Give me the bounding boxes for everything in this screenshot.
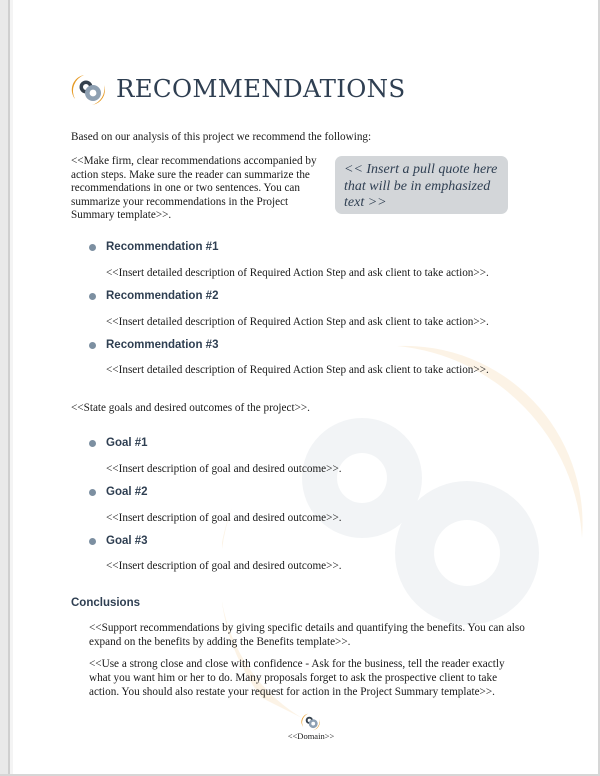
goal-description: <<Insert description of goal and desired outcome>>.	[106, 512, 342, 524]
bullet-icon	[89, 440, 96, 447]
recommendation-description: <<Insert detailed description of Required Action Step and ask client to take action>>.	[106, 316, 489, 328]
bullet-icon	[89, 244, 96, 251]
goal-description: <<Insert description of goal and desired outcome>>.	[106, 560, 342, 572]
header-logo-icon	[71, 72, 107, 108]
footer-domain: <<Domain>>	[287, 731, 335, 741]
recommendation-heading: Recommendation #3	[106, 339, 219, 351]
page-title: RECOMMENDATIONS	[116, 74, 406, 103]
lead-paragraph: <<Make firm, clear recommendations accompanied by action steps. Make sure the reader can summarize the recommendations in one or two sentences. You can summarize your recommendations in the Project Summary template>>.	[71, 155, 317, 222]
bullet-icon	[89, 538, 96, 545]
goals-intro-text: <<State goals and desired outcomes of the project>>.	[71, 402, 310, 414]
page-left-margin-bar	[0, 0, 13, 776]
conclusions-heading: Conclusions	[71, 597, 141, 609]
goal-heading: Goal #3	[106, 535, 148, 547]
goal-heading: Goal #2	[106, 486, 148, 498]
recommendation-description: <<Insert detailed description of Required Action Step and ask client to take action>>.	[106, 267, 489, 279]
bullet-icon	[89, 293, 96, 300]
pull-quote-box	[335, 156, 508, 214]
goal-heading: Goal #1	[106, 437, 148, 449]
recommendation-description: <<Insert detailed description of Required Action Step and ask client to take action>>.	[106, 364, 489, 376]
pull-quote-text: << Insert a pull quote here that will be in emphasized text >>	[344, 162, 498, 210]
intro-text: Based on our analysis of this project we recommend the following:	[71, 131, 372, 143]
goal-description: <<Insert description of goal and desired outcome>>.	[106, 463, 342, 475]
conclusions-paragraph: <<Use a strong close and close with confidence - Ask for the business, tell the reader exactly what you want him or her to do. Many proposals forget to ask the prospective client to take action. You should also restate your request for action in the Project Summary template>>.	[89, 658, 505, 698]
footer-logo-icon	[301, 712, 321, 732]
recommendation-heading: Recommendation #2	[106, 290, 219, 302]
bullet-icon	[89, 342, 96, 349]
recommendation-heading: Recommendation #1	[106, 241, 219, 253]
bullet-icon	[89, 489, 96, 496]
conclusions-paragraph: <<Support recommendations by giving specific details and quantifying the benefits. You can also expand on the benefits by adding the Benefits template>>.	[89, 622, 525, 648]
